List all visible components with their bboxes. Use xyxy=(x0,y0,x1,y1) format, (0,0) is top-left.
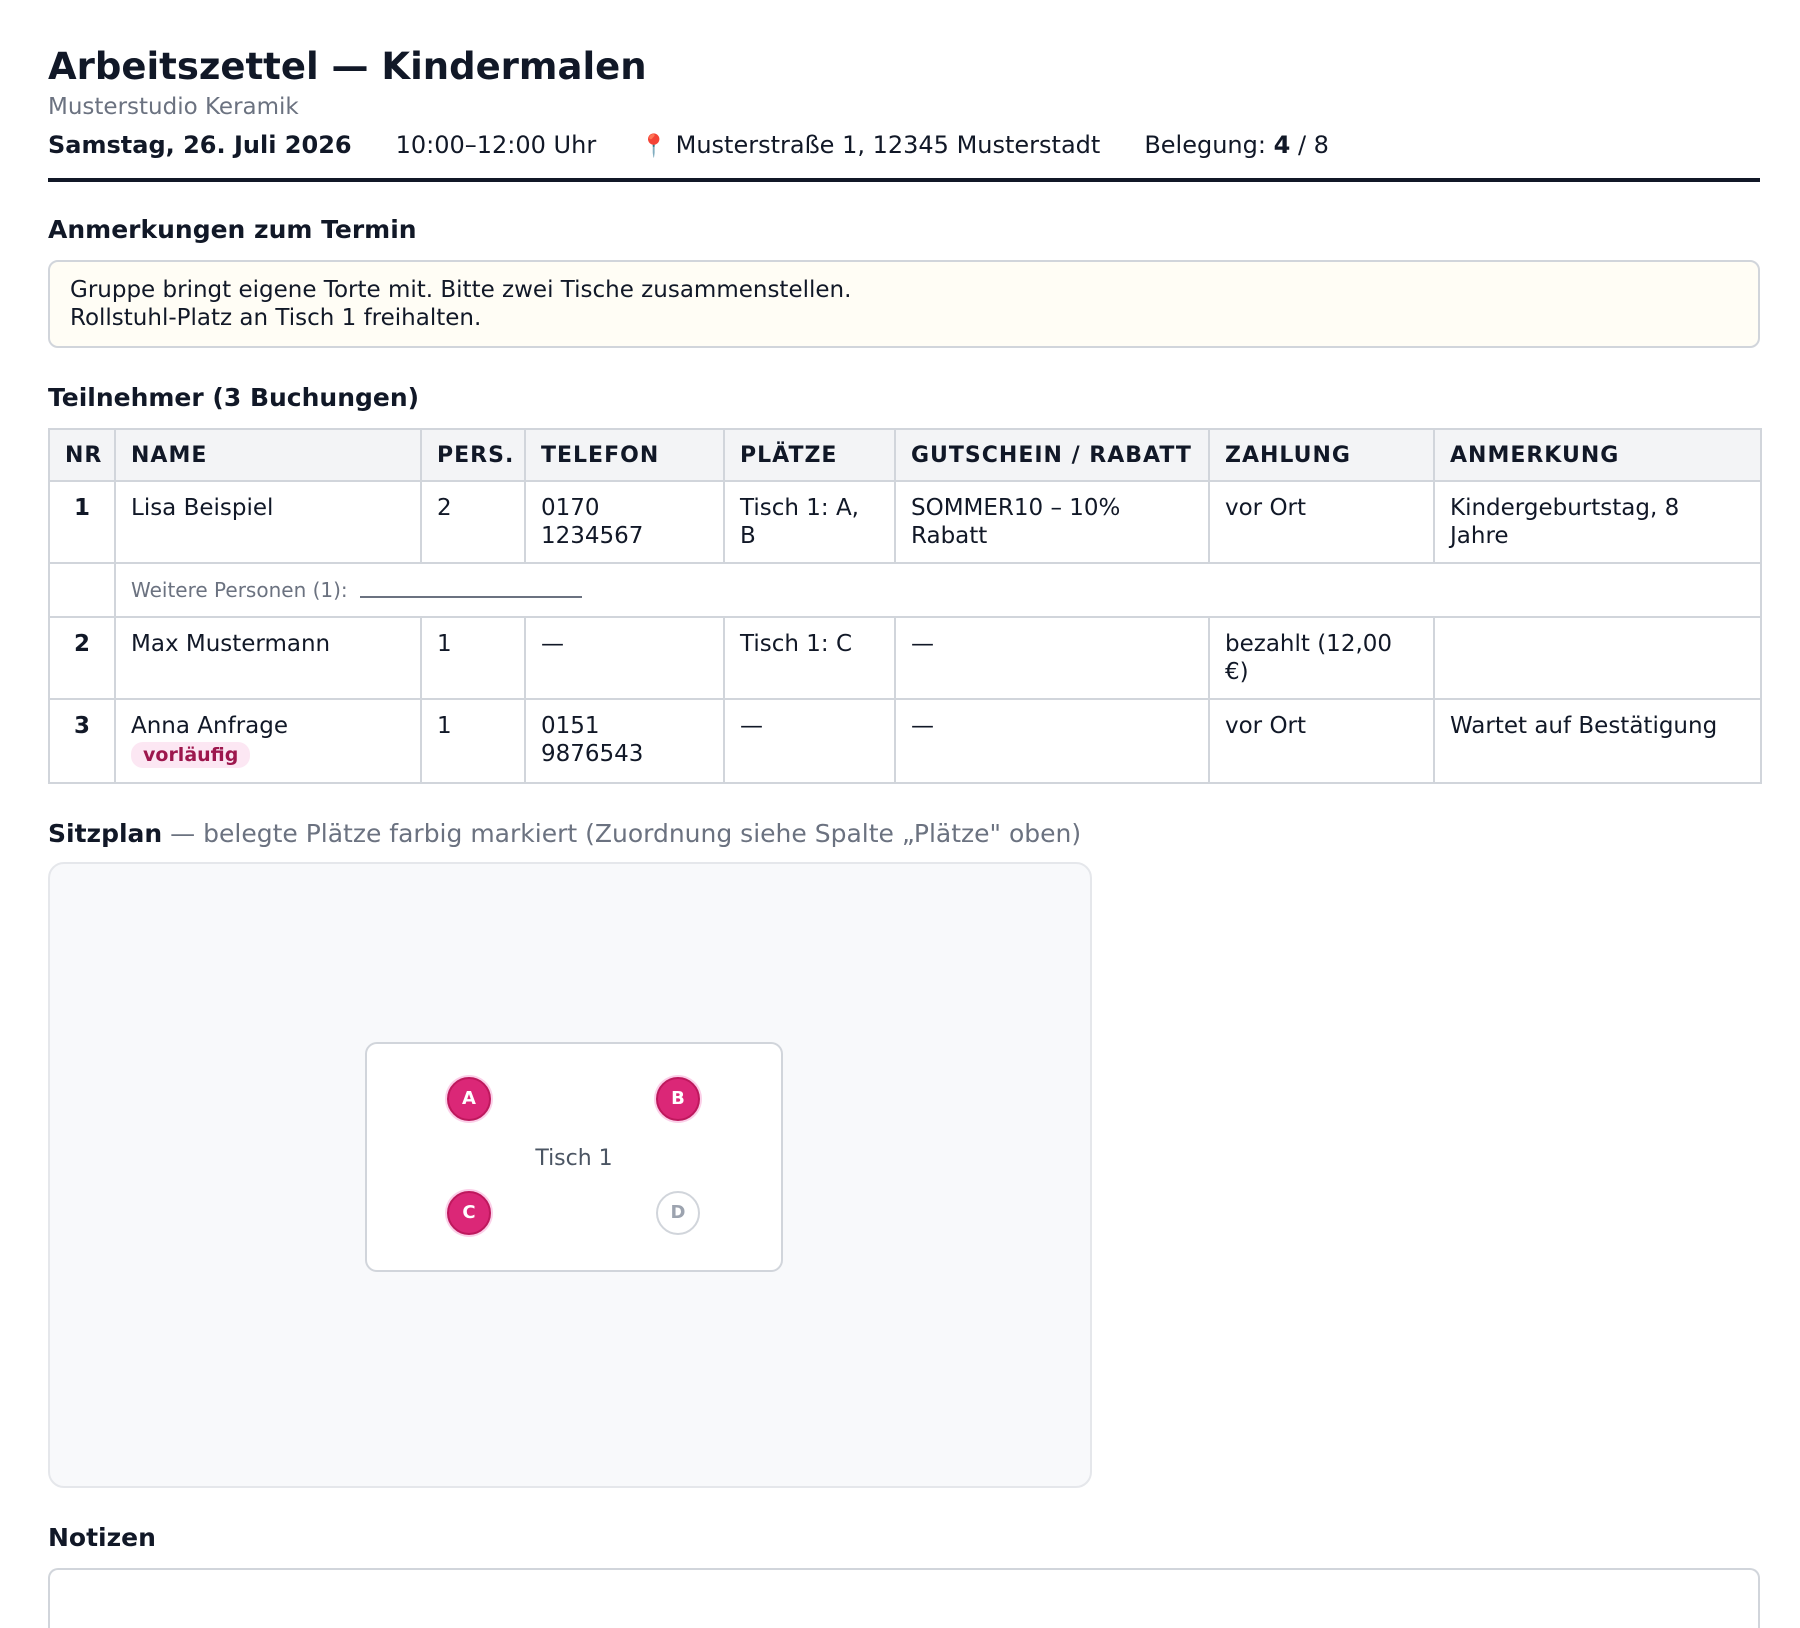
cell-telefon: 0151 9876543 xyxy=(525,699,724,783)
participants-heading: Teilnehmer (3 Buchungen) xyxy=(48,383,420,412)
extra-persons-blank[interactable] xyxy=(360,584,582,598)
cell-nr: 2 xyxy=(49,617,115,699)
extra-persons-row xyxy=(49,563,1761,617)
occupancy xyxy=(1144,128,1329,162)
location-text: Musterstraße 1, 12345 Musterstadt xyxy=(675,131,1101,159)
cell-empty xyxy=(49,563,115,617)
table-row xyxy=(49,699,1761,783)
event-location xyxy=(640,128,1100,164)
cell-name xyxy=(115,699,421,783)
seatmap-canvas xyxy=(48,862,1092,1488)
cell-zahlung: vor Ort xyxy=(1209,699,1434,783)
cell-plaetze: Tisch 1: A, B xyxy=(724,481,895,563)
column-header: PLÄTZE xyxy=(724,429,895,481)
table-label: Tisch 1 xyxy=(535,1146,613,1171)
notes-heading: Notizen xyxy=(48,1523,156,1552)
seatmap-subtitle: — belegte Plätze farbig markiert (Zuordnung siehe Spalte „Plätze" oben) xyxy=(170,819,1082,848)
column-header: PERS. xyxy=(421,429,525,481)
cell-gutschein: — xyxy=(895,699,1209,783)
remarks-heading: Anmerkungen zum Termin xyxy=(48,215,417,244)
occupancy-label: Belegung: xyxy=(1144,131,1266,159)
occupancy-separator: / xyxy=(1297,131,1307,159)
cell-nr: 1 xyxy=(49,481,115,563)
cell-pers: 1 xyxy=(421,617,525,699)
cell-nr: 3 xyxy=(49,699,115,783)
seatmap-title: Sitzplan xyxy=(48,819,163,848)
column-header: TELEFON xyxy=(525,429,724,481)
pin-icon: 📍 xyxy=(640,134,668,159)
table-row xyxy=(49,481,1761,563)
notes-field[interactable] xyxy=(48,1568,1760,1628)
cell-telefon: — xyxy=(525,617,724,699)
cell-gutschein: — xyxy=(895,617,1209,699)
cell-name: Max Mustermann xyxy=(115,617,421,699)
cell-plaetze: Tisch 1: C xyxy=(724,617,895,699)
seat-a[interactable]: A xyxy=(447,1077,491,1121)
remark-line: Rollstuhl-Platz an Tisch 1 freihalten. xyxy=(70,305,482,331)
column-header: NR xyxy=(49,429,115,481)
worksheet-page xyxy=(48,44,1760,1628)
cell-zahlung: vor Ort xyxy=(1209,481,1434,563)
seat-d[interactable]: D xyxy=(656,1191,700,1235)
cell-name: Lisa Beispiel xyxy=(115,481,421,563)
seat-b[interactable]: B xyxy=(656,1077,700,1121)
page-title: Arbeitszettel — Kindermalen xyxy=(48,45,647,88)
remarks-box xyxy=(48,260,1760,348)
seatmap-heading xyxy=(48,818,1760,850)
seat-c[interactable]: C xyxy=(447,1191,491,1235)
studio-name: Musterstudio Keramik xyxy=(48,94,299,120)
extra-persons-cell xyxy=(115,563,1761,617)
participant-name: Anna Anfrage xyxy=(131,713,289,739)
cell-anmerkung xyxy=(1434,617,1761,699)
cell-anmerkung: Kindergeburtstag, 8 Jahre xyxy=(1434,481,1761,563)
occupancy-booked: 4 xyxy=(1273,131,1291,159)
table-card xyxy=(365,1042,783,1272)
cell-plaetze: — xyxy=(724,699,895,783)
extra-persons-label: Weitere Personen (1): xyxy=(131,578,348,602)
cell-telefon: 0170 1234567 xyxy=(525,481,724,563)
occupancy-total: 8 xyxy=(1313,131,1329,159)
column-header: NAME xyxy=(115,429,421,481)
cell-zahlung: bezahlt (12,00 €) xyxy=(1209,617,1434,699)
event-meta xyxy=(48,128,1760,182)
participants-table xyxy=(48,428,1762,784)
event-time: 10:00–12:00 Uhr xyxy=(395,131,597,159)
cell-pers: 1 xyxy=(421,699,525,783)
column-header: ZAHLUNG xyxy=(1209,429,1434,481)
remark-line: Gruppe bringt eigene Torte mit. Bitte zwei Tische zusammenstellen. xyxy=(70,277,852,303)
column-header: ANMERKUNG xyxy=(1434,429,1761,481)
column-header: GUTSCHEIN / RABATT xyxy=(895,429,1209,481)
cell-gutschein: SOMMER10 – 10% Rabatt xyxy=(895,481,1209,563)
table-row xyxy=(49,617,1761,699)
table-header-row xyxy=(49,429,1761,481)
cell-anmerkung: Wartet auf Bestätigung xyxy=(1434,699,1761,783)
event-date: Samstag, 26. Juli 2026 xyxy=(48,131,352,159)
status-badge: vorläufig xyxy=(131,742,250,768)
cell-pers: 2 xyxy=(421,481,525,563)
